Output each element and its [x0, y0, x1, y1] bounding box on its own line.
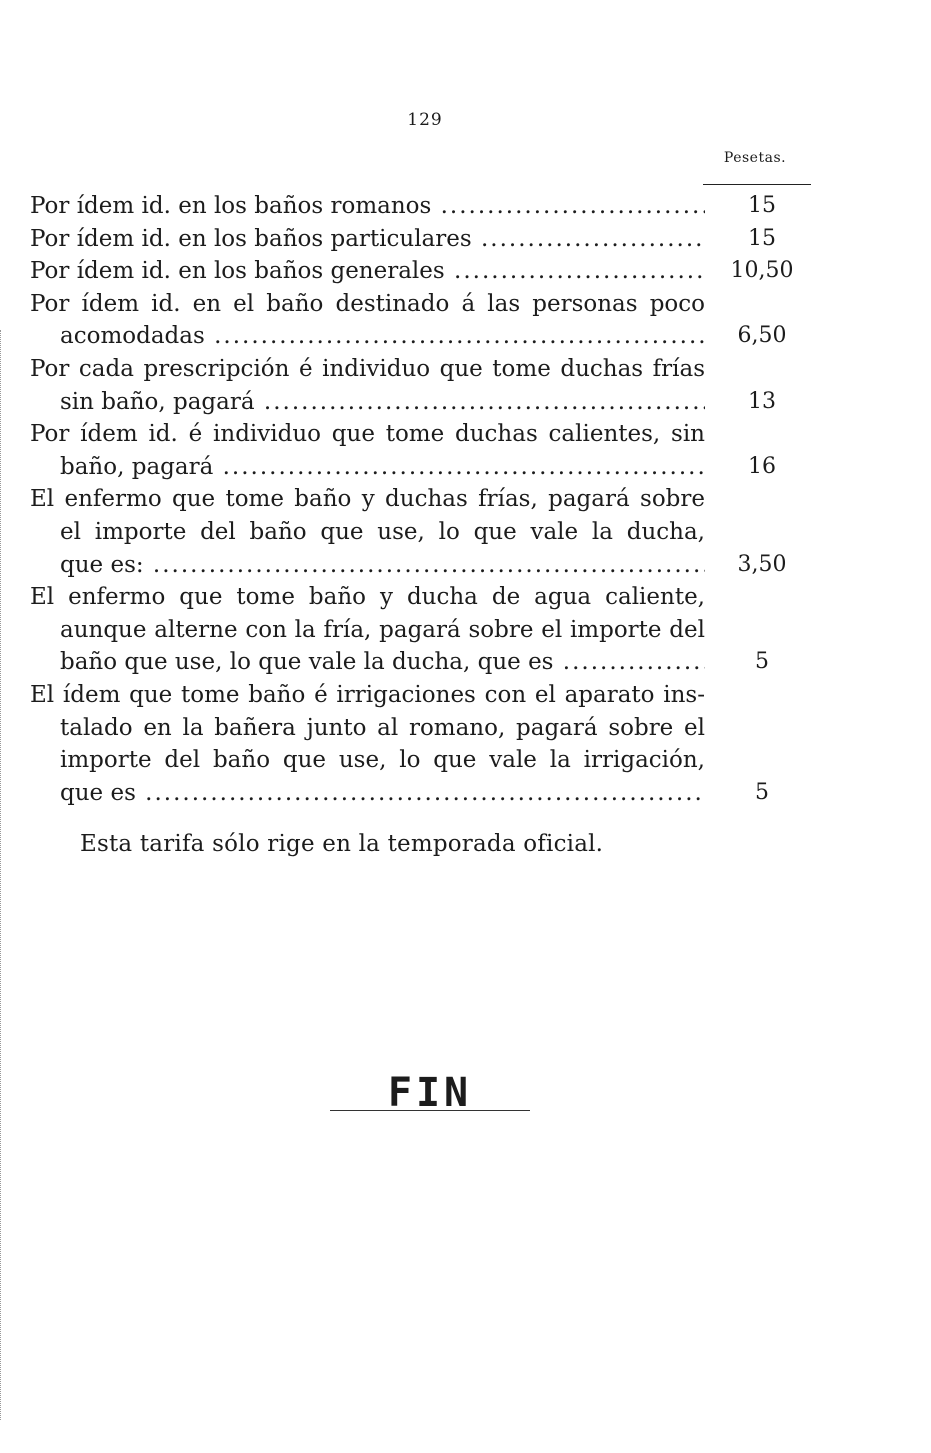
tariff-line: [0, 712, 931, 745]
tariff-entry: [0, 581, 931, 679]
tariff-line-text: el importe del baño que use, lo que vale la ducha,: [60, 518, 705, 545]
tariff-line-text: El enfermo que tome baño y ducha de agua caliente,: [30, 584, 705, 611]
tariff-line-text: que es: .....: [60, 549, 705, 582]
tariff-price: 16: [748, 453, 776, 479]
tariff-entry: [0, 353, 931, 418]
tariff-line-text: El enfermo que tome baño y duchas frías, pagará sobre: [30, 486, 705, 513]
tariff-line-text: Por ídem id. en los baños particulares .....: [30, 223, 705, 256]
tariff-line: [0, 549, 931, 582]
tariff-line-text: aunque alterne con la fría, pagará sobre el importe del: [60, 616, 705, 643]
tariff-list: [0, 190, 931, 809]
tariff-line: [0, 320, 931, 353]
tariff-line: [0, 255, 931, 288]
tariff-price: 15: [748, 193, 776, 218]
tariff-line: [0, 386, 931, 419]
tariff-price: 5: [755, 779, 769, 805]
tariff-line: [0, 353, 931, 386]
pesetas-column-header: Pesetas.: [723, 150, 787, 166]
tariff-line: [0, 223, 931, 256]
tariff-line: [0, 614, 931, 647]
tariff-entry: [0, 679, 931, 809]
tariff-line: [0, 646, 931, 679]
tariff-line: [0, 190, 931, 223]
tariff-price: 13: [748, 388, 776, 414]
tariff-line-text: que es .....: [60, 777, 705, 810]
tariff-line: [0, 288, 931, 321]
tariff-entry: [0, 223, 931, 256]
tariff-line: [0, 451, 931, 484]
tariff-line: [0, 418, 931, 451]
tariff-line-text: Por ídem id. é individuo que tome duchas calientes, sin: [30, 421, 705, 448]
tariff-line-text: Por ídem id. en el baño destinado á las personas poco: [30, 290, 705, 317]
tariff-price: 5: [755, 649, 769, 675]
page-number: 129: [407, 110, 443, 130]
tariff-line-text: acomodadas .....: [60, 320, 705, 353]
tariff-line-text: importe del baño que use, lo que vale la irrigación,: [60, 747, 705, 774]
closing-note: Esta tarifa sólo rige en la temporada oficial.: [80, 831, 604, 857]
tariff-line: [0, 679, 931, 712]
tariff-entry: [0, 418, 931, 483]
tariff-line: [0, 581, 931, 614]
tariff-line-text: talado en la bañera junto al romano, pagará sobre el: [60, 714, 705, 741]
tariff-line-text: Por ídem id. en los baños generales .....: [30, 255, 705, 288]
tariff-line: [0, 516, 931, 549]
column-header-rule: [703, 184, 811, 185]
tariff-price: 10,50: [730, 258, 794, 284]
tariff-line: [0, 744, 931, 777]
tariff-entry: [0, 255, 931, 288]
tariff-line-text: baño que use, lo que vale la ducha, que es .....: [60, 646, 705, 679]
tariff-line: [0, 483, 931, 516]
tariff-entry: [0, 190, 931, 223]
end-mark: FIN: [330, 1068, 530, 1111]
tariff-price: 15: [748, 225, 776, 251]
tariff-line-text: sin baño, pagará .....: [60, 386, 705, 419]
tariff-line-text: Por ídem id. en los baños romanos .....: [30, 190, 705, 223]
tariff-line-text: baño, pagará .....: [60, 451, 705, 484]
tariff-entry: [0, 483, 931, 581]
tariff-price: 3,50: [737, 551, 787, 577]
tariff-price: 6,50: [737, 323, 787, 349]
tariff-line: [0, 777, 931, 810]
tariff-line-text: El ídem que tome baño é irrigaciones con el aparato ins-: [30, 681, 705, 708]
tariff-line-text: Por cada prescripción é individuo que tome duchas frías: [30, 355, 705, 382]
tariff-entry: [0, 288, 931, 353]
